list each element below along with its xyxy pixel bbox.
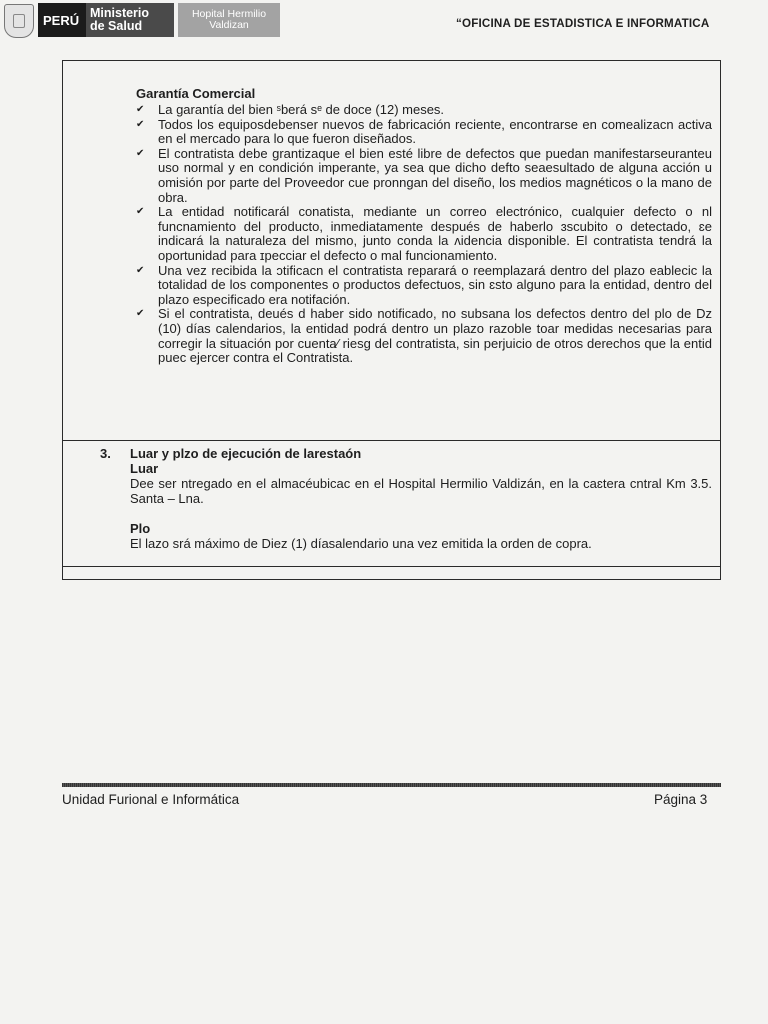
checkmark-icon: ✔ <box>136 264 145 276</box>
warranty-item-text: Una vez recibida la ɔtificacn el contratista reparará o reemplazará dentro del plazo eablecic la totalidad de los componentes o productos defectuos, sin ɛsto alguno para la entidad, dentro del plazo especificado era notifación. <box>158 262 712 307</box>
warranty-item <box>134 103 712 118</box>
place-label: Luar <box>130 461 159 476</box>
ministry-logo-line-1: Ministerio <box>90 6 150 20</box>
warranty-item <box>134 307 712 365</box>
place-text: Dee ser ntregado en el almacéubicac en el Hospital Hermilio Valdizán, en la caɛtera cntral Km 3.5. Santa – Lna. <box>130 476 712 506</box>
checkmark-icon: ✔ <box>136 308 145 320</box>
office-title: “OFICINA DE ESTADISTICA E INFORMATICA <box>456 17 710 30</box>
delivery-section-body <box>130 446 712 551</box>
peru-logo <box>38 3 86 37</box>
warranty-item-text: La entidad notificarál conatista, mediante un correo electrónico, cualquier defecto o nl funcnamiento del producto, inmediatamente después de haberlo ɜscubito o detectado, ɛe indicará la naturaleza del mismo, junto conda la ʌidencia disponible. El contratista tendrá la oportunidad para ɪpecciar el defecto o mal funcionamiento. <box>158 204 712 263</box>
page-number: Página 3 <box>654 792 708 807</box>
hospital-logo-line-1: Hopital Hermilio <box>191 8 267 20</box>
checkmark-icon: ✔ <box>136 206 145 218</box>
section-number: 3. <box>100 446 111 461</box>
warranty-item <box>134 118 712 147</box>
ministry-logo-line-2: de Salud <box>90 19 143 33</box>
warranty-item-text: El contratista debe grantizaque el bien esté libre de defectos que puedan manifestarseurantеu uso normal y en condición imperante, ya sea que dicho defto seaesultado de alguna acción u omisión por parte del Proveedor cue pronngan del diseño, los medios magnéticos o la mano de obra. <box>158 145 712 205</box>
warranty-item <box>134 147 712 205</box>
warranty-item <box>134 264 712 308</box>
checkmark-icon: ✔ <box>136 147 145 159</box>
hospital-logo-line-2: Valdizan <box>209 19 249 31</box>
ministry-logo <box>86 3 174 37</box>
coat-of-arms-icon <box>4 4 34 38</box>
checkmark-icon: ✔ <box>136 104 145 115</box>
page-header <box>0 0 768 44</box>
footer-unit-name: Unidad Furional e Informática <box>62 792 240 807</box>
term-label: Plo <box>130 521 151 536</box>
term-text: El lazo srá máximo de Diez (1) díasalendario una vez emitida la orden de copra. <box>130 536 592 551</box>
table-divider-2 <box>63 566 720 567</box>
table-divider-1 <box>63 440 720 441</box>
warranty-item-text: La garantía del bien ˢberá sᵉ de doce (12) meses. <box>158 102 445 117</box>
warranty-list <box>134 103 712 366</box>
spacer <box>130 506 712 521</box>
hospital-logo <box>178 3 280 37</box>
checkmark-icon: ✔ <box>136 118 145 130</box>
warranty-title: Garantía Comercial <box>136 86 256 101</box>
warranty-item-text: Si el contratista, deués d haber sido notificado, no subsana los defectos dentro del plo de Dz (10) días calendarios, la entidad podrá dentro un plazo razoble toar medidas necesarias para corregir la situación por cuenta⁄ riesg del contratista, sin perjuicio de otros derechos que la entid puec ejercer contra el Contratista. <box>158 306 712 366</box>
warranty-section <box>134 86 712 366</box>
delivery-section-title: Luar y plzo de ejecución de larestaón <box>130 446 362 461</box>
peru-logo-text: PERÚ <box>43 12 80 28</box>
warranty-item-text: Todos los equiposdebenser nuevos de fabricación reciente, encontrarse en comealizacn activa en el mercado para lo que fueron diseñados. <box>158 116 712 147</box>
footer-rule <box>62 783 721 787</box>
warranty-item <box>134 205 712 263</box>
